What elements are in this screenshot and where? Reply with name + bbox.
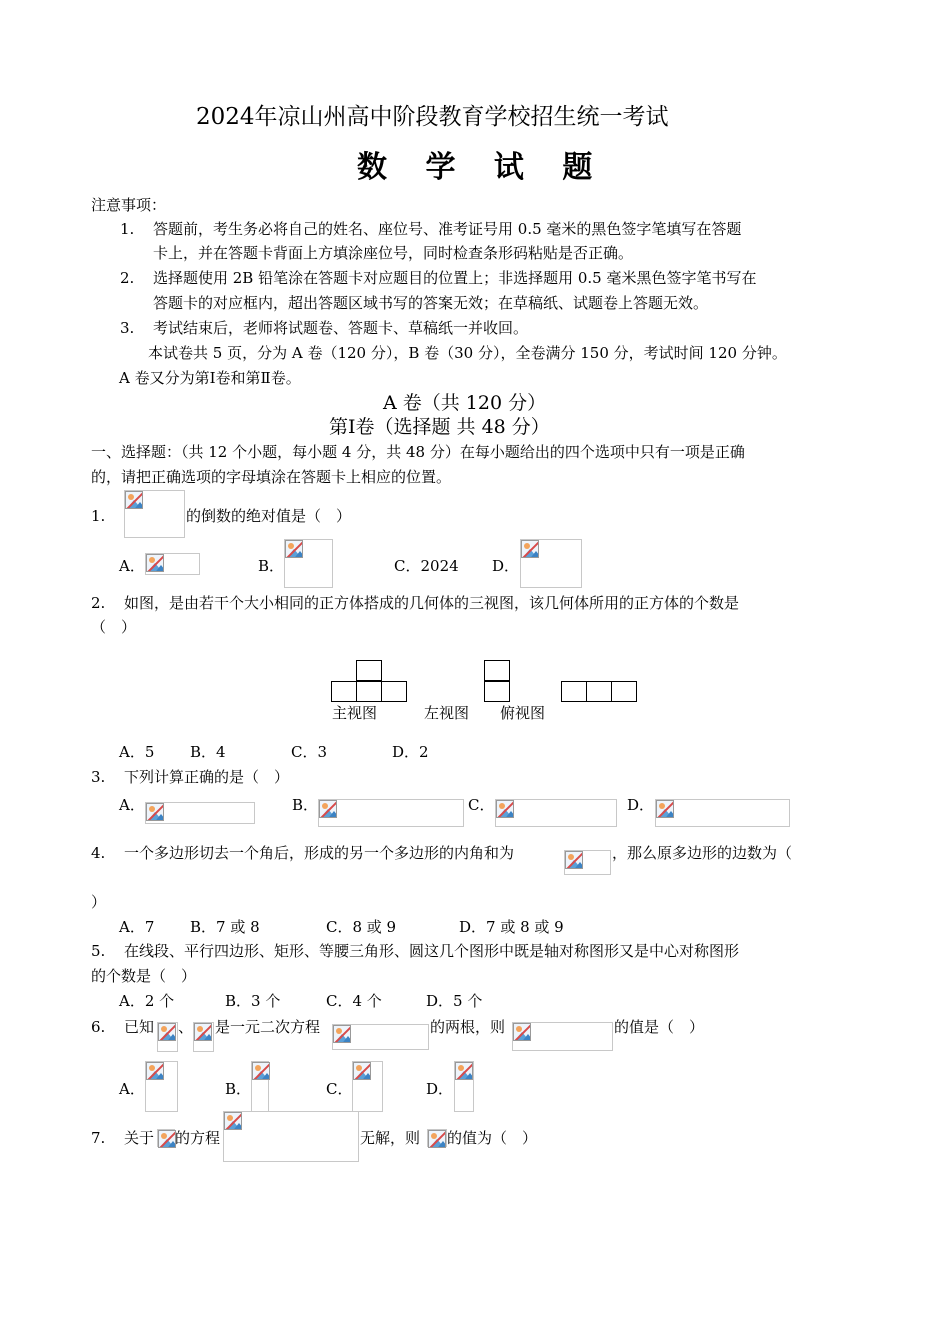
q7-text-4: 的值为（ ）	[447, 1129, 538, 1147]
q2-option-d: D．2	[392, 743, 429, 761]
top-view-cell	[561, 681, 587, 702]
front-view-cell	[356, 660, 382, 681]
q3-option-a-image	[145, 802, 255, 824]
q2-number: 2.	[91, 594, 106, 612]
q6-text-2: 、	[178, 1018, 194, 1036]
section-part1: 第Ⅰ卷（选择题 共 48 分）	[329, 416, 550, 438]
q6-option-c-image	[352, 1061, 383, 1112]
q1-formula-image	[124, 490, 185, 538]
q4-text-2: ，那么原多边形的边数为（	[612, 844, 793, 862]
broken-image-icon	[496, 800, 514, 818]
q6-root2-image	[193, 1022, 214, 1052]
broken-image-icon	[656, 800, 674, 818]
notice-num-1: 1.	[120, 220, 135, 238]
q5-option-b: B．3 个	[225, 992, 281, 1010]
front-view-cell	[331, 681, 357, 702]
q2-top-view-label: 俯视图	[500, 704, 546, 722]
q6-option-d: D．	[426, 1080, 454, 1098]
q6-expression-image	[512, 1022, 613, 1051]
q6-option-a-image	[145, 1061, 178, 1112]
q3-option-d: D．	[627, 796, 655, 814]
section-intro-1: 一、选择题：（共 12 个小题，每小题 4 分，共 48 分）在每小题给出的四个选项中只有一项是正确	[91, 443, 745, 461]
left-view-cell	[484, 681, 510, 702]
front-view-cell	[381, 681, 407, 702]
broken-image-icon	[319, 800, 337, 818]
exam-title: 2024年凉山州高中阶段教育学校招生统一考试	[196, 104, 669, 130]
q6-option-c: C．	[326, 1080, 353, 1098]
q5-option-a: A．2 个	[119, 992, 175, 1010]
q4-text-3: ）	[91, 893, 107, 911]
q7-text-2: 的方程	[175, 1129, 221, 1147]
exam-subject: 数 学 试 题	[357, 150, 607, 185]
q5-text-2: 的个数是（ ）	[91, 967, 197, 985]
front-view-cell	[356, 681, 382, 702]
q6-text-1: 已知	[124, 1018, 155, 1036]
q3-option-b: B．	[292, 796, 319, 814]
q2-front-view-label: 主视图	[332, 704, 378, 722]
broken-image-icon	[428, 1130, 446, 1148]
q1-option-d: D．	[492, 557, 520, 575]
notice-1-line1: 答题前，考生务必将自己的姓名、座位号、准考证号用 0.5 毫米的黑色签字笔填写在答题	[153, 220, 742, 238]
q3-option-d-image	[655, 799, 790, 827]
q6-option-d-image	[454, 1061, 474, 1112]
q2-option-c: C．3	[291, 743, 328, 761]
q7-text-3: 无解，则	[360, 1129, 421, 1147]
q3-option-c-image	[495, 799, 617, 827]
q7-number: 7.	[91, 1129, 106, 1147]
q4-text-1: 一个多边形切去一个角后，形成的另一个多边形的内角和为	[124, 844, 515, 862]
q4-option-a: A．7	[119, 918, 155, 936]
section-a: A 卷（共 120 分）	[383, 392, 547, 414]
q5-number: 5.	[91, 942, 106, 960]
q6-text-4: 的两根，则	[430, 1018, 506, 1036]
notice-num-2: 2.	[120, 269, 135, 287]
q7-var-image	[157, 1129, 175, 1147]
q1-option-b-image	[284, 539, 333, 588]
notice-2-line2: 答题卡的对应框内，超出答题区域书写的答案无效；在草稿纸、试题卷上答题无效。	[153, 294, 709, 312]
broken-image-icon	[158, 1130, 176, 1148]
broken-image-icon	[125, 491, 143, 509]
broken-image-icon	[146, 803, 164, 821]
q6-option-b: B．	[225, 1080, 252, 1098]
broken-image-icon	[146, 554, 164, 572]
q3-option-c: C．	[468, 796, 495, 814]
q7-text-1: 关于	[124, 1129, 155, 1147]
notice-3-line1: 考试结束后，老师将试题卷、答题卡、草稿纸一并收回。	[153, 319, 529, 337]
q3-text: 下列计算正确的是（ ）	[124, 768, 290, 786]
broken-image-icon	[513, 1023, 531, 1041]
q6-text-3: 是一元二次方程	[215, 1018, 321, 1036]
q4-option-d: D．7 或 8 或 9	[459, 918, 564, 936]
q1-option-c: C．2024	[394, 557, 459, 575]
q5-option-c: C．4 个	[326, 992, 382, 1010]
q1-option-d-image	[520, 539, 582, 588]
q1-option-a-image	[145, 553, 200, 575]
notice-2-line1: 选择题使用 2B 铅笔涂在答题卡对应题目的位置上；非选择题用 0.5 毫米黑色签字笔书写在	[153, 269, 757, 287]
top-view-cell	[586, 681, 612, 702]
q6-root1-image	[157, 1022, 178, 1052]
q4-option-b: B．7 或 8	[190, 918, 260, 936]
q1-option-a: A．	[119, 557, 145, 575]
broken-image-icon	[252, 1062, 270, 1080]
q2-option-b: B．4	[190, 743, 226, 761]
notice-heading: 注意事项：	[91, 196, 167, 214]
q3-option-a: A．	[119, 796, 145, 814]
q4-formula-image	[564, 850, 611, 875]
q5-text-1: 在线段、平行四边形、矩形、等腰三角形、圆这几个图形中既是轴对称图形又是中心对称图形	[124, 942, 740, 960]
q2-left-view-label: 左视图	[424, 704, 470, 722]
broken-image-icon	[224, 1112, 242, 1130]
broken-image-icon	[194, 1023, 212, 1041]
broken-image-icon	[333, 1025, 351, 1043]
notice-1-line2: 卡上，并在答题卡背面上方填涂座位号，同时检查条形码粘贴是否正确。	[153, 244, 634, 262]
q5-option-d: D．5 个	[426, 992, 483, 1010]
broken-image-icon	[158, 1023, 176, 1041]
q2-text-2: （ ）	[91, 618, 137, 636]
broken-image-icon	[455, 1062, 473, 1080]
broken-image-icon	[285, 540, 303, 558]
q3-option-b-image	[318, 799, 464, 827]
q2-option-a: A．5	[119, 743, 155, 761]
q7-param-image	[427, 1129, 447, 1147]
q6-number: 6.	[91, 1018, 106, 1036]
broken-image-icon	[146, 1062, 164, 1080]
q6-option-b-image	[251, 1061, 269, 1112]
q7-equation-image	[223, 1111, 359, 1162]
top-view-cell	[611, 681, 637, 702]
q4-option-c: C．8 或 9	[326, 918, 397, 936]
q4-number: 4.	[91, 844, 106, 862]
q1-text: 的倒数的绝对值是（ ）	[186, 507, 352, 525]
left-view-cell	[484, 660, 510, 681]
broken-image-icon	[353, 1062, 371, 1080]
q2-text-1: 如图，是由若干个大小相同的正方体搭成的几何体的三视图，该几何体所用的正方体的个数是	[124, 594, 740, 612]
broken-image-icon	[521, 540, 539, 558]
q6-text-5: 的值是（ ）	[614, 1018, 705, 1036]
section-intro-2: 的，请把正确选项的字母填涂在答题卡上相应的位置。	[91, 468, 452, 486]
q3-number: 3.	[91, 768, 106, 786]
q6-option-a: A．	[119, 1080, 145, 1098]
q1-number: 1.	[91, 507, 106, 525]
q6-equation-image	[332, 1024, 429, 1050]
q1-option-b: B．	[258, 557, 285, 575]
notice-para-2: A 卷又分为第Ⅰ卷和第Ⅱ卷。	[119, 369, 301, 387]
broken-image-icon	[565, 851, 583, 869]
notice-num-3: 3.	[120, 319, 135, 337]
notice-para-1: 本试卷共 5 页，分为 A 卷（120 分），B 卷（30 分），全卷满分 150 分，考试时间 120 分钟。	[148, 344, 787, 362]
